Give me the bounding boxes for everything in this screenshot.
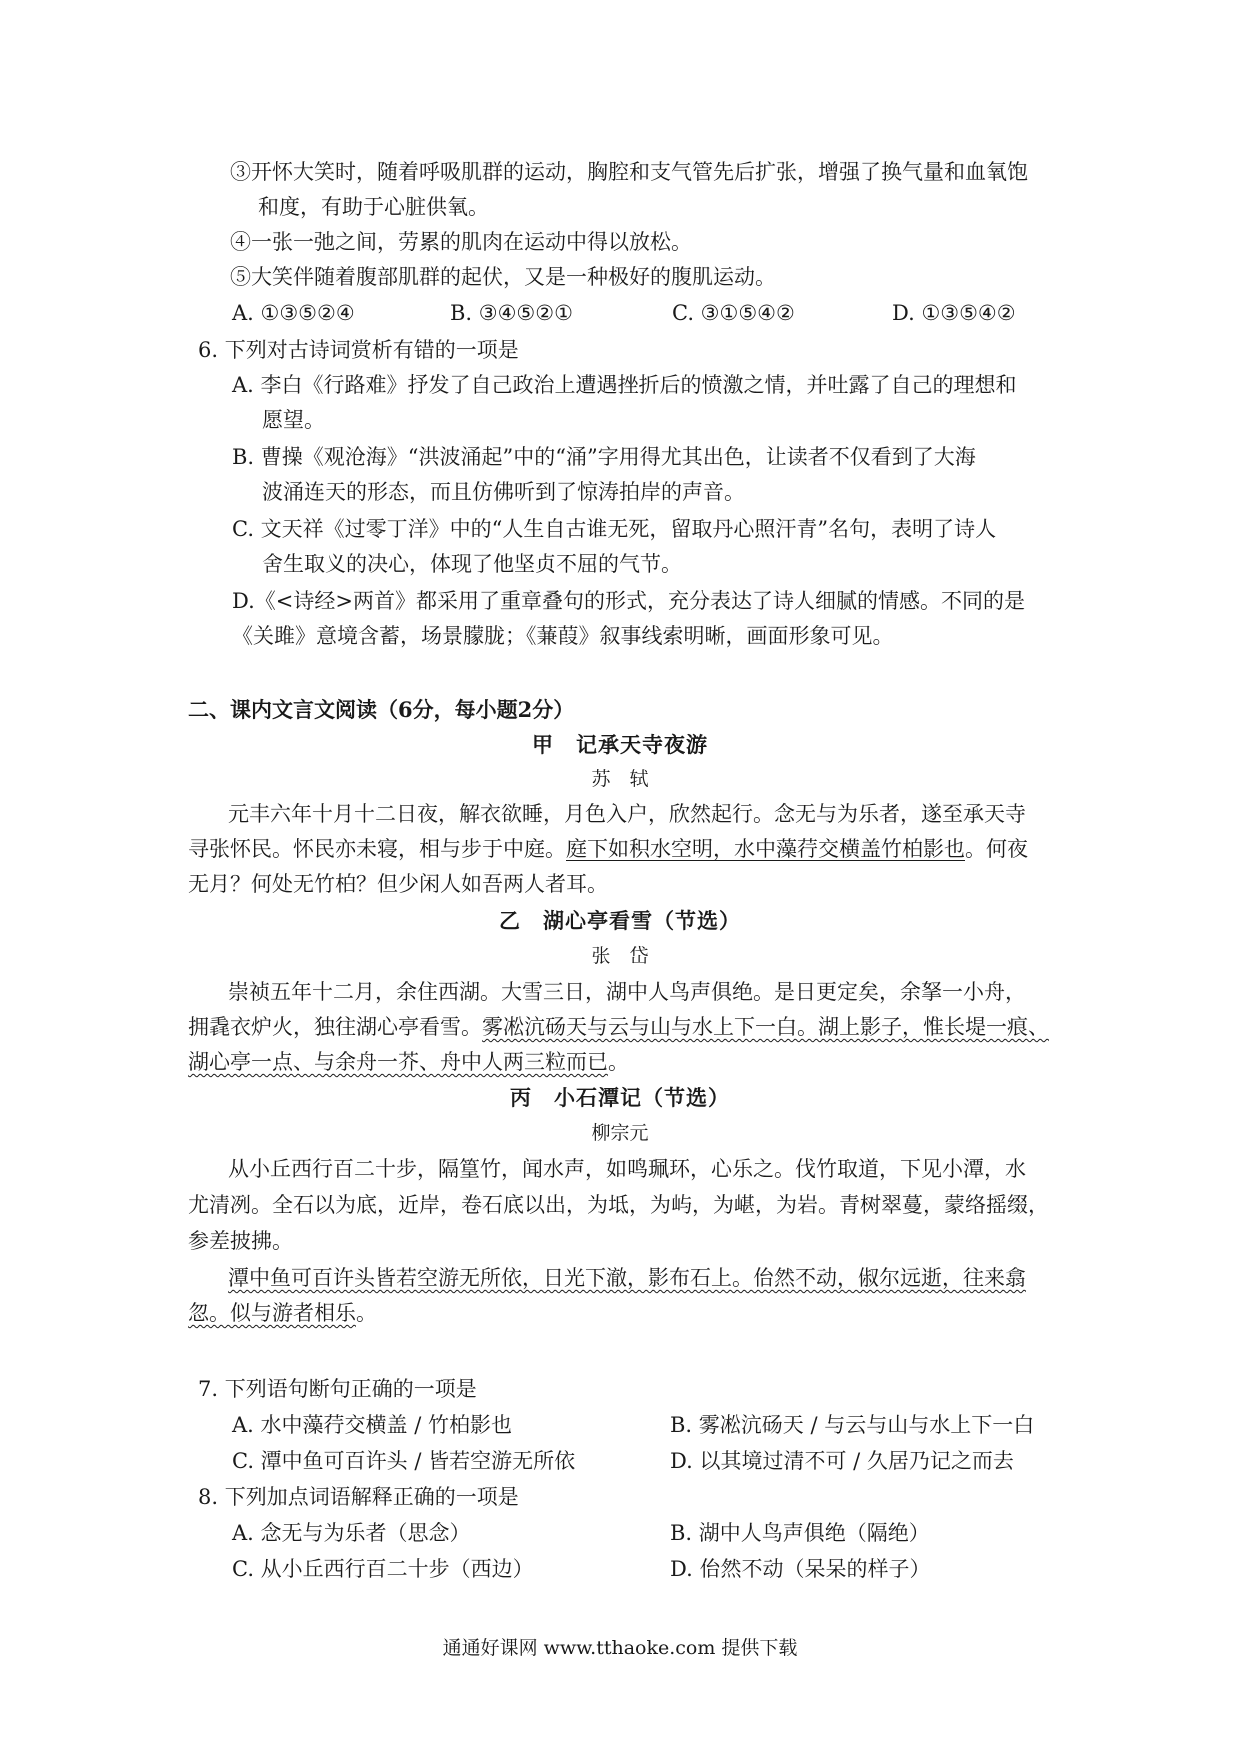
q5-choice-d[interactable]: D. ①③⑤④② bbox=[892, 301, 1016, 325]
passage-jia-author: 苏 轼 bbox=[591, 768, 649, 790]
passage-yi-underlined: 湖心亭一点、与余舟一芥、舟中人两三粒而已 bbox=[188, 1050, 608, 1074]
passage-bing-author: 柳宗元 bbox=[591, 1122, 649, 1144]
page-footer: 通通好课网 www.tthaoke.com 提供下载 bbox=[442, 1637, 798, 1659]
passage-bing-underlined: 忽。似与游者相乐 bbox=[188, 1301, 356, 1325]
q8-option-c[interactable]: C. 从小丘西行百二十步（西边） bbox=[232, 1557, 534, 1581]
passage-bing-underlined: 潭中鱼可百许头皆若空游无所依，日光下澈，影布石上。佁然不动，俶尔远逝，往来翕 bbox=[228, 1266, 1026, 1290]
q8-option-b[interactable]: B. 湖中人鸟声俱绝（隔绝） bbox=[670, 1521, 930, 1545]
passage-yi-line-2 bbox=[188, 1010, 1049, 1045]
q5-sentence-4: ④一张一弛之间，劳累的肌肉在运动中得以放松。 bbox=[230, 230, 692, 254]
q7-option-c[interactable]: C. 潭中鱼可百许头 / 皆若空游无所依 bbox=[232, 1449, 576, 1473]
passage-jia-title: 甲 记承天寺夜游 bbox=[532, 732, 708, 757]
passage-bing-line-2: 尤清冽。全石以为底，近岸，卷石底以出，为坻，为屿，为嵁，为岩。青树翠蔓，蒙络摇缀， bbox=[188, 1193, 1049, 1217]
q7-option-b[interactable]: B. 雾凇沆砀天 / 与云与山与水上下一白 bbox=[670, 1413, 1035, 1437]
q6-stem: 6. 下列对古诗词赏析有错的一项是 bbox=[198, 338, 519, 362]
q5-choice-c[interactable]: C. ③①⑤④② bbox=[672, 301, 795, 325]
passage-jia-line-2 bbox=[188, 832, 1028, 867]
passage-jia-underlined: 庭下如积水空明，水中藻荇交横盖竹柏影也 bbox=[566, 837, 965, 861]
q6-option-d-cont: 《关雎》意境含蓄，场景朦胧；《蒹葭》叙事线索明晰，画面形象可见。 bbox=[232, 624, 894, 648]
passage-yi-line-1: 崇祯五年十二月，余住西湖。大雪三日，湖中人鸟声俱绝。是日更定矣，余拏一小舟， bbox=[228, 980, 1026, 1004]
q7-option-d[interactable]: D. 以其境过清不可 / 久居乃记之而去 bbox=[670, 1449, 1014, 1473]
passage-bing-title: 丙 小石潭记（节选） bbox=[510, 1085, 730, 1110]
passage-jia-line-3: 无月？何处无竹柏？但少闲人如吾两人者耳。 bbox=[188, 872, 608, 896]
passage-jia-line-1: 元丰六年十月十二日夜，解衣欲睡，月色入户，欣然起行。念无与为乐者，遂至承天寺 bbox=[228, 802, 1026, 826]
q5-sentence-5: ⑤大笑伴随着腹部肌群的起伏，又是一种极好的腹肌运动。 bbox=[230, 265, 776, 289]
q5-choice-a[interactable]: A. ①③⑤②④ bbox=[232, 301, 355, 325]
q6-option-a[interactable]: A. 李白《行路难》抒发了自己政治上遭遇挫折后的愤激之情，并吐露了自己的理想和 bbox=[232, 373, 1017, 397]
passage-yi-text: 拥毳衣炉火，独往湖心亭看雪。 bbox=[188, 1015, 482, 1039]
passage-yi-title: 乙 湖心亭看雪（节选） bbox=[499, 908, 741, 933]
q6-option-b[interactable]: B. 曹操《观沧海》“洪波涌起”中的“涌”字用得尤其出色，让读者不仅看到了大海 bbox=[232, 445, 976, 469]
passage-bing-text: 。 bbox=[356, 1301, 377, 1325]
q7-stem: 7. 下列语句断句正确的一项是 bbox=[198, 1377, 477, 1401]
q6-option-b-cont: 波涌连天的形态，而且仿佛听到了惊涛拍岸的声音。 bbox=[262, 480, 745, 504]
q6-option-d[interactable]: D.《<诗经>两首》都采用了重章叠句的形式，充分表达了诗人细腻的情感。不同的是 bbox=[232, 589, 1025, 613]
section-2-heading: 二、课内文言文阅读（6分，每小题2分） bbox=[188, 697, 575, 722]
passage-yi-author: 张 岱 bbox=[591, 945, 649, 967]
passage-jia-text: 寻张怀民。怀民亦未寝，相与步于中庭。 bbox=[188, 837, 566, 861]
passage-yi-line-3 bbox=[188, 1045, 629, 1080]
q8-option-a[interactable]: A. 念无与为乐者（思念） bbox=[232, 1521, 471, 1545]
passage-bing-line-1: 从小丘西行百二十步，隔篁竹，闻水声，如鸣珮环，心乐之。伐竹取道，下见小潭，水 bbox=[228, 1157, 1026, 1181]
q5-sentence-3: ③开怀大笑时，随着呼吸肌群的运动，胸腔和支气管先后扩张，增强了换气量和血氧饱 bbox=[230, 160, 1028, 184]
passage-yi-text: 。 bbox=[608, 1050, 629, 1074]
passage-yi-underlined: 雾凇沆砀天与云与山与水上下一白。湖上影子，惟长堤一痕、 bbox=[482, 1015, 1049, 1039]
q6-option-c-cont: 舍生取义的决心，体现了他坚贞不屈的气节。 bbox=[262, 552, 682, 576]
q6-option-c[interactable]: C. 文天祥《过零丁洋》中的“人生自古谁无死，留取丹心照汗青”名句，表明了诗人 bbox=[232, 517, 997, 541]
passage-bing-line-4 bbox=[228, 1261, 1026, 1296]
passage-bing-line-3: 参差披拂。 bbox=[188, 1229, 293, 1253]
q7-option-a[interactable]: A. 水中藻荇交横盖 / 竹柏影也 bbox=[232, 1413, 512, 1437]
passage-bing-line-5 bbox=[188, 1296, 377, 1331]
passage-jia-text: 。何夜 bbox=[965, 837, 1028, 861]
q5-sentence-3-cont: 和度，有助于心脏供氧。 bbox=[258, 195, 489, 219]
q6-option-a-cont: 愿望。 bbox=[262, 408, 325, 432]
q8-option-d[interactable]: D. 佁然不动（呆呆的样子） bbox=[670, 1557, 931, 1581]
q5-choice-b[interactable]: B. ③④⑤②① bbox=[450, 301, 573, 325]
q8-stem: 8. 下列加点词语解释正确的一项是 bbox=[198, 1485, 519, 1509]
